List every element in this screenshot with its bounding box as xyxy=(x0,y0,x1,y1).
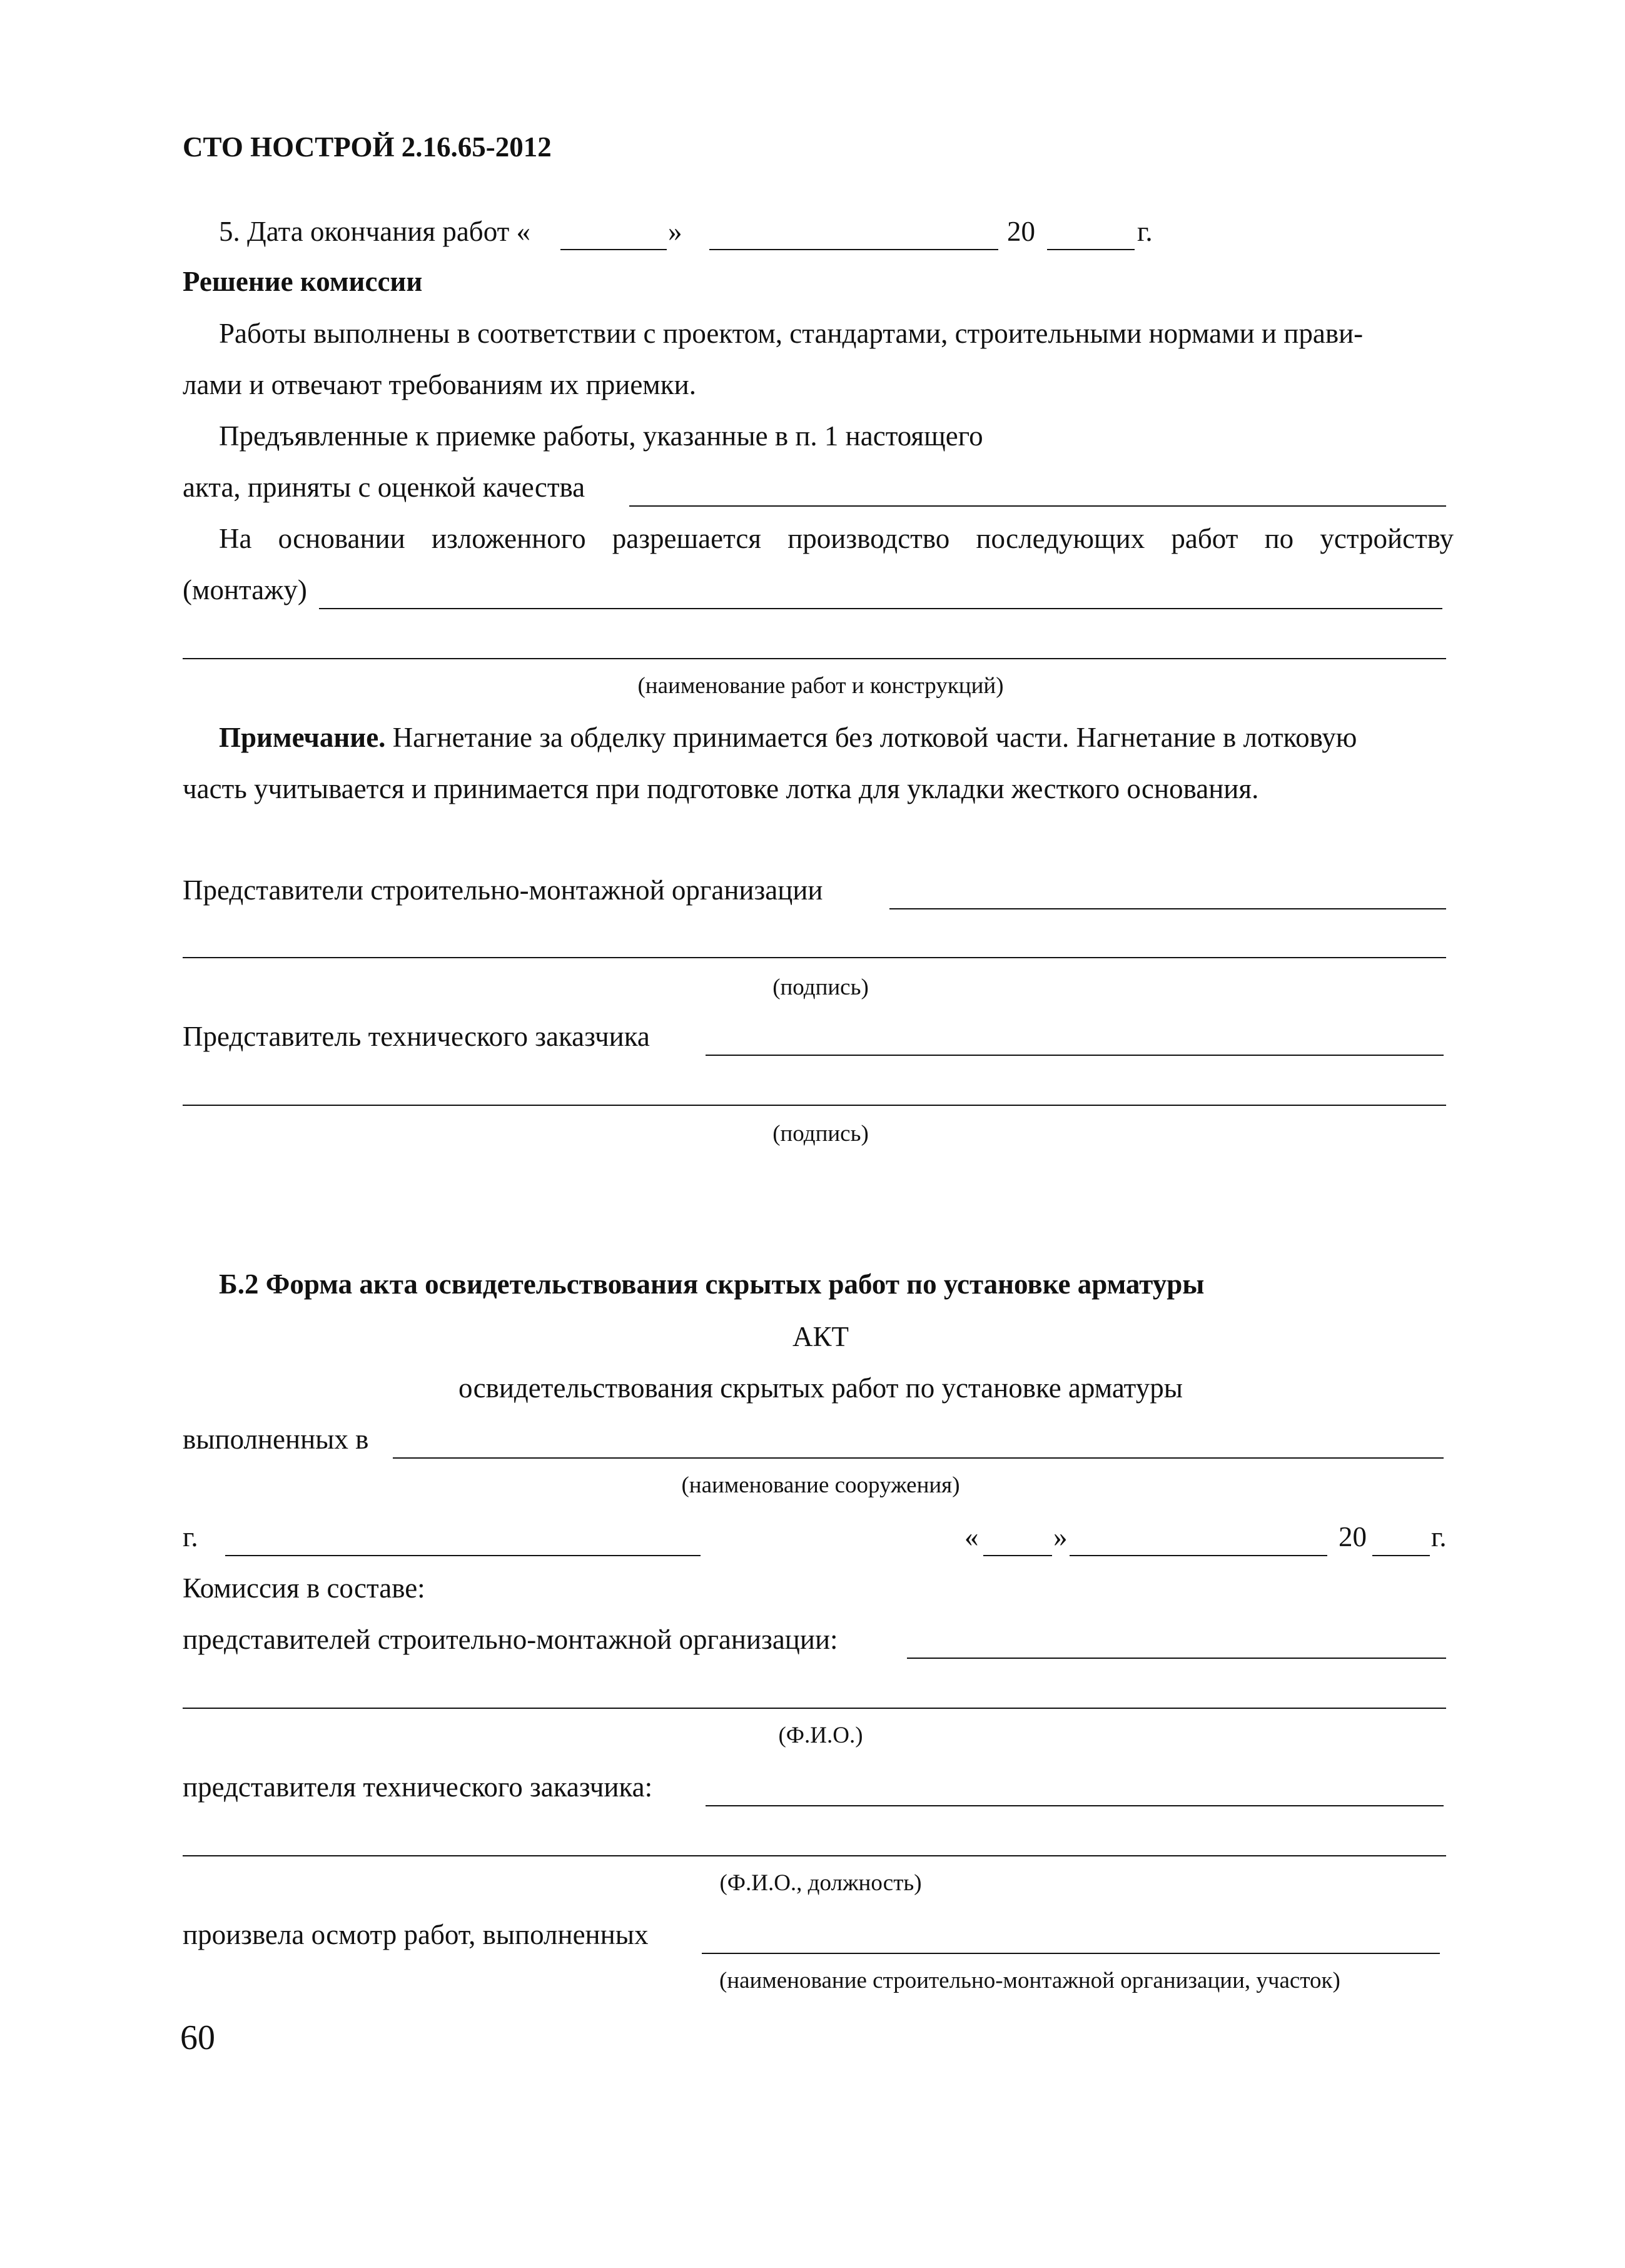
structure-caption: (наименование сооружения) xyxy=(681,1472,960,1498)
structure-line xyxy=(393,1457,1444,1459)
customer-representative-label: Представитель технического заказчика xyxy=(183,1021,650,1052)
performed-in-label: выполненных в xyxy=(183,1424,369,1455)
contractor-representatives-label: Представители строительно-монтажной организации xyxy=(183,874,823,906)
installation-label: (монтажу) xyxy=(183,574,307,605)
customer-rep-line-1 xyxy=(706,1805,1444,1806)
decision-paragraph-2-line-1: Предъявленные к приемке работы, указанные в п. 1 настоящего xyxy=(219,420,983,452)
contractor-reps-line-1 xyxy=(907,1658,1446,1659)
decision-heading: Решение комиссии xyxy=(183,266,423,297)
end-date-quote-close: » xyxy=(668,216,682,247)
customer-signature-line-1 xyxy=(706,1055,1444,1056)
note-label: Примечание. xyxy=(219,722,386,753)
quality-line xyxy=(629,505,1446,507)
customer-rep-caption: (Ф.И.О., должность) xyxy=(719,1870,922,1896)
note-line-1 xyxy=(219,722,1357,754)
customer-rep-line-2 xyxy=(183,1855,1446,1856)
customer-signature-caption: (подпись) xyxy=(772,1121,869,1147)
act-date-year-suffix: г. xyxy=(1431,1521,1447,1552)
commission-label: Комиссия в составе: xyxy=(183,1572,425,1604)
note-text: Нагнетание за обделку принимается без лотковой части. Нагнетание в лотковую xyxy=(385,722,1357,753)
act-subtitle: освидетельствования скрытых работ по установке арматуры xyxy=(458,1372,1183,1404)
decision-paragraph-1-line-2: лами и отвечают требованиям их приемки. xyxy=(183,369,696,400)
works-caption: (наименование работ и конструкций) xyxy=(637,673,1004,699)
act-date-quote-open: « xyxy=(964,1521,979,1552)
contractor-signature-line-2 xyxy=(183,957,1446,958)
act-date-year-line xyxy=(1372,1555,1430,1556)
inspection-label: произвела осмотр работ, выполненных xyxy=(183,1919,649,1950)
installation-line xyxy=(319,608,1442,609)
page-number: 60 xyxy=(180,2018,215,2057)
contractor-signature-caption: (подпись) xyxy=(772,975,869,1000)
decision-paragraph-1-line-1: Работы выполнены в соответствии с проектом, стандартами, строительными нормами и прави- xyxy=(219,318,1364,349)
note-line-2: часть учитывается и принимается при подготовке лотка для укладки жесткого основания. xyxy=(183,773,1259,804)
customer-signature-line-2 xyxy=(183,1105,1446,1106)
end-date-day-line xyxy=(560,249,667,250)
end-date-month-line xyxy=(709,249,998,250)
act-title: АКТ xyxy=(792,1321,849,1352)
end-date-label: 5. Дата окончания работ « xyxy=(219,216,531,247)
end-date-year-line xyxy=(1047,249,1135,250)
document-code: СТО НОСТРОЙ 2.16.65-2012 xyxy=(183,131,552,163)
city-prefix: г. xyxy=(183,1521,198,1552)
city-line xyxy=(225,1555,701,1556)
act-date-year-prefix: 20 xyxy=(1339,1521,1367,1552)
quality-label: акта, приняты с оценкой качества xyxy=(183,472,585,503)
contractor-reps-label: представителей строительно-монтажной организации: xyxy=(183,1624,838,1655)
end-date-year-suffix: г. xyxy=(1137,216,1153,247)
inspection-line xyxy=(702,1953,1440,1954)
contractor-reps-line-2 xyxy=(183,1708,1446,1709)
works-line xyxy=(183,658,1446,659)
contractor-reps-caption: (Ф.И.О.) xyxy=(778,1723,863,1748)
act-date-quote-close: » xyxy=(1053,1521,1068,1552)
section-b2-heading: Б.2 Форма акта освидетельствования скрытых работ по установке арматуры xyxy=(219,1268,1205,1300)
act-date-month-line xyxy=(1070,1555,1327,1556)
contractor-signature-line-1 xyxy=(889,908,1446,909)
end-date-year-prefix: 20 xyxy=(1007,216,1035,247)
inspection-caption: (наименование строительно-монтажной организации, участок) xyxy=(719,1968,1340,1993)
act-date-day-line xyxy=(983,1555,1052,1556)
decision-paragraph-3-line-1: На основании изложенного разрешается производство последующих работ по устройству xyxy=(219,523,1454,554)
customer-rep-label: представителя технического заказчика: xyxy=(183,1771,653,1803)
